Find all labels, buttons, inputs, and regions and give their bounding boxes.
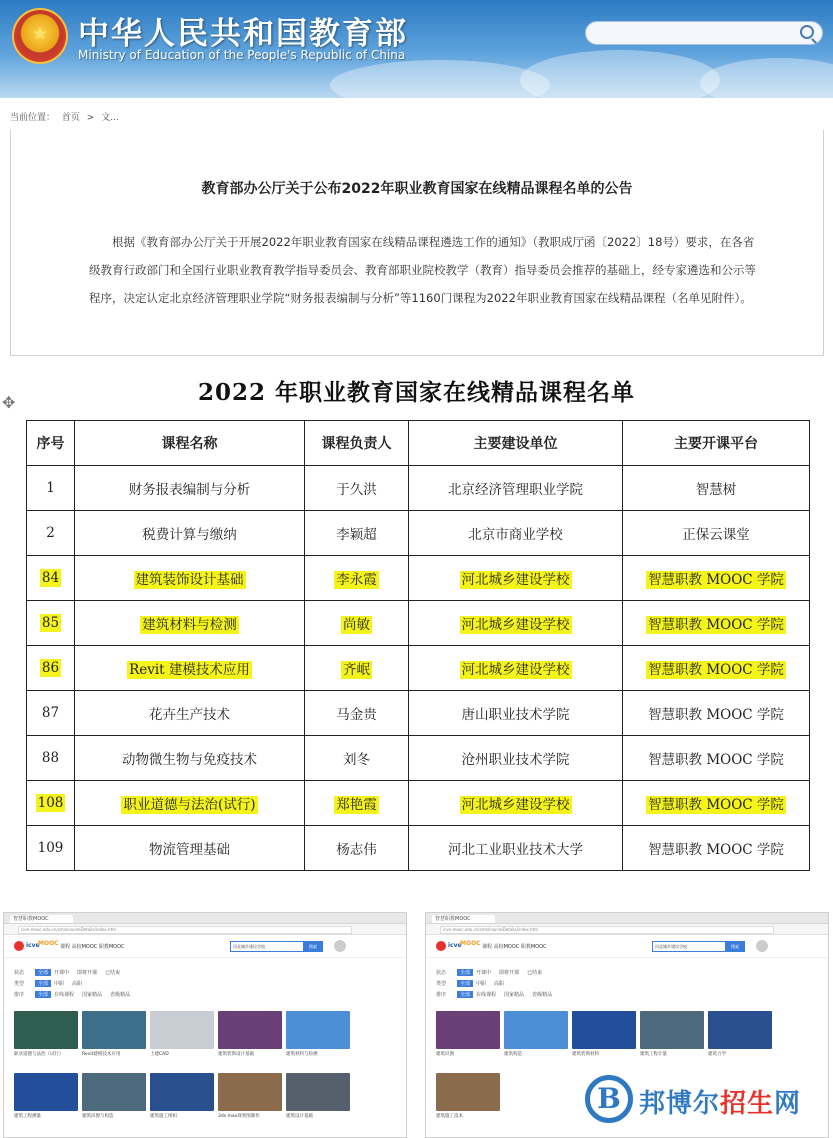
site-subtitle: Ministry of Education of the People's Republic of China	[78, 48, 406, 62]
cloud-decoration	[700, 58, 833, 98]
table-row	[27, 601, 810, 646]
cell-no	[27, 556, 75, 601]
cell-no-text: 109	[37, 840, 64, 856]
table-row	[27, 781, 810, 826]
icve-mooc-logo[interactable]: icve MOOC	[14, 940, 52, 952]
breadcrumb-home[interactable]: 首页	[61, 113, 80, 123]
cell-unit-text: 河北城乡建设学校	[461, 572, 570, 588]
course-thumbnail[interactable]	[436, 1011, 500, 1049]
cell-name	[75, 646, 305, 691]
table-row	[27, 736, 810, 781]
search-button[interactable]: 搜索	[725, 941, 745, 952]
cell-lead	[305, 736, 409, 781]
course-thumbnail[interactable]	[708, 1011, 772, 1049]
browser-tab[interactable]: 智慧职教MOOC	[10, 915, 73, 923]
cell-platform-text: 正保云课堂	[682, 527, 750, 543]
cell-lead-text: 李颖超	[336, 527, 377, 543]
table-header-row	[27, 421, 810, 466]
course-card[interactable]	[82, 1073, 146, 1119]
notice-body: 根据《教育部办公厅关于开展2022年职业教育国家在线精品课程遴选工作的通知》（教职成厅函〔2022〕18号）要求，在各省级教育行政部门和全国行业职业教育教学指导委员会、教育部职业院校教学（教育）指导委员会推荐的基础上，经专家遴选和公示等程序，决定认定北京经济管理职业学院“财务报表编制与分析”等1160门课程为2022年职业教育国家在线精品课程（名单见附件）。	[89, 235, 756, 305]
cell-no-text: 84	[41, 570, 60, 586]
cell-name	[75, 736, 305, 781]
course-card-title[interactable]: 建筑材料与检测	[286, 1052, 318, 1057]
notice-panel	[10, 130, 824, 356]
cell-platform-text: 智慧职教 MOOC 学院	[648, 752, 784, 768]
course-thumbnail[interactable]	[82, 1011, 146, 1049]
course-thumbnail[interactable]	[150, 1011, 214, 1049]
cell-name-text: Revit 建模技术应用	[129, 662, 250, 678]
course-card[interactable]	[150, 1011, 214, 1057]
cell-platform	[623, 691, 810, 736]
cell-name	[75, 826, 305, 871]
course-card-title[interactable]: 建筑施工组织	[150, 1114, 177, 1119]
course-card[interactable]	[286, 1073, 350, 1119]
cell-name-text: 动物微生物与免疫技术	[122, 752, 257, 768]
cell-platform-text: 智慧职教 MOOC 学院	[648, 707, 784, 723]
course-thumbnail[interactable]	[286, 1011, 350, 1049]
search-box[interactable]	[585, 21, 823, 45]
cell-platform-text: 智慧职教 MOOC 学院	[648, 842, 784, 858]
filter-row[interactable]: 状态 全部 开课中 即将开课 已结束	[14, 970, 121, 976]
column-header-course: 课程名称	[75, 421, 305, 466]
cell-lead-text: 郑艳霞	[336, 797, 377, 813]
course-card[interactable]	[436, 1011, 500, 1057]
cell-unit-text: 河北工业职业技术大学	[448, 842, 583, 858]
watermark-text: 邦博尔招生网	[639, 1089, 802, 1119]
cell-no-text: 2	[46, 525, 55, 541]
course-card-title[interactable]: 建筑装饰材料	[572, 1052, 599, 1057]
cell-lead	[305, 691, 409, 736]
cloud-decoration	[330, 60, 550, 98]
cell-platform	[623, 556, 810, 601]
watermark-logo	[585, 1075, 825, 1125]
column-header-platform: 主要开课平台	[623, 421, 810, 466]
search-input[interactable]: 河北城乡建设学校	[230, 941, 304, 952]
cell-unit	[409, 601, 623, 646]
filter-row[interactable]: 排序 全部 在线课程 国家精品 省级精品	[14, 992, 131, 998]
course-thumbnail[interactable]	[218, 1011, 282, 1049]
cell-no	[27, 601, 75, 646]
column-header-unit: 主要建设单位	[409, 421, 623, 466]
cell-name	[75, 691, 305, 736]
course-card-title[interactable]: 建筑识图	[436, 1052, 454, 1057]
table-row	[27, 691, 810, 736]
cell-unit	[409, 826, 623, 871]
course-card[interactable]	[572, 1011, 636, 1057]
breadcrumb	[10, 110, 123, 123]
national-emblem-icon[interactable]: ★	[12, 8, 68, 64]
cell-no	[27, 736, 75, 781]
cell-platform-text: 智慧树	[695, 482, 737, 498]
avatar[interactable]	[334, 940, 346, 952]
cell-lead	[305, 646, 409, 691]
site-nav[interactable]: 课程 高校MOOC 职教MOOC	[60, 944, 125, 950]
table-row	[27, 511, 810, 556]
cell-lead	[305, 781, 409, 826]
course-card-title[interactable]: Revit建模技术应用	[82, 1052, 121, 1057]
cell-no-text: 108	[37, 795, 64, 811]
course-thumbnail[interactable]	[14, 1073, 78, 1111]
course-thumbnail[interactable]	[504, 1011, 568, 1049]
course-card-title[interactable]: 建筑工程计量	[640, 1052, 667, 1057]
address-bar[interactable]: icve-mooc.edu.cn/cms/courseDetails/index.htm	[18, 926, 352, 934]
column-header-lead: 课程负责人	[305, 421, 409, 466]
cell-unit	[409, 781, 623, 826]
breadcrumb-current[interactable]: 文...	[101, 113, 119, 123]
table-row	[27, 826, 810, 871]
cell-name-text: 花卉生产技术	[149, 707, 230, 723]
site-nav[interactable]: 课程 高校MOOC 职教MOOC	[482, 944, 547, 950]
cell-name-text: 职业道德与法治(试行)	[123, 797, 256, 813]
cell-lead-text: 李永霞	[336, 572, 377, 588]
cell-platform-text: 智慧职教 MOOC 学院	[648, 662, 784, 678]
course-card-title[interactable]: 建筑装饰设计基础	[218, 1052, 254, 1057]
filter-row[interactable]: 类型 全部 中职 高职	[436, 981, 505, 987]
mooc-screenshot-left	[3, 912, 407, 1138]
cell-name	[75, 781, 305, 826]
cell-no	[27, 646, 75, 691]
cell-platform-text: 智慧职教 MOOC 学院	[648, 617, 784, 633]
course-card-title[interactable]: 职业道德与法治（试行）	[14, 1052, 64, 1057]
search-input[interactable]: 河北城乡建设学校	[652, 941, 726, 952]
course-card[interactable]	[504, 1011, 568, 1057]
cell-no-text: 87	[41, 705, 60, 721]
filter-panel	[436, 969, 816, 1002]
cell-unit-text: 唐山职业技术学院	[461, 707, 570, 723]
cell-platform	[623, 601, 810, 646]
table-row	[27, 646, 810, 691]
course-card[interactable]	[14, 1011, 78, 1057]
list-title: 2022 年职业教育国家在线精品课程名单	[197, 379, 636, 406]
cell-no	[27, 781, 75, 826]
watermark-b-icon: B	[585, 1075, 633, 1123]
avatar[interactable]	[756, 940, 768, 952]
course-card-title[interactable]: 建筑识图与构造	[82, 1114, 114, 1119]
course-card-title[interactable]: 土建CAD	[150, 1052, 169, 1057]
filter-row[interactable]: 类型 全部 中职 高职	[14, 981, 83, 987]
cell-unit-text: 河北城乡建设学校	[461, 662, 570, 678]
cell-no-text: 88	[41, 750, 60, 766]
cell-platform	[623, 511, 810, 556]
cell-lead	[305, 601, 409, 646]
course-card[interactable]	[82, 1011, 146, 1057]
cell-name-text: 税费计算与缴纳	[142, 527, 237, 543]
cell-lead	[305, 466, 409, 511]
icve-mooc-logo[interactable]: icve MOOC	[436, 940, 474, 952]
cell-name	[75, 466, 305, 511]
filter-panel	[14, 969, 394, 1002]
cell-unit	[409, 511, 623, 556]
cell-unit-text: 沧州职业技术学院	[461, 752, 570, 768]
course-card-title[interactable]: 建筑构造	[504, 1052, 522, 1057]
cell-no-text: 85	[41, 615, 60, 631]
breadcrumb-separator: >	[86, 113, 95, 123]
cell-lead-text: 刘冬	[343, 752, 370, 768]
cell-no	[27, 511, 75, 556]
cell-name-text: 物流管理基础	[149, 842, 230, 858]
course-thumbnail[interactable]	[640, 1011, 704, 1049]
notice-title: 教育部办公厅关于公布2022年职业教育国家在线精品课程名单的公告	[201, 181, 633, 197]
cell-unit-text: 北京经济管理职业学院	[448, 482, 583, 498]
course-thumbnail[interactable]	[14, 1011, 78, 1049]
cell-unit	[409, 466, 623, 511]
course-card[interactable]	[218, 1073, 282, 1119]
cell-lead-text: 于久洪	[336, 482, 377, 498]
table-row	[27, 466, 810, 511]
cell-unit-text: 北京市商业学校	[468, 527, 563, 543]
browser-tab[interactable]: 智慧职教MOOC	[432, 915, 495, 923]
course-card[interactable]	[150, 1073, 214, 1119]
cell-name-text: 建筑材料与检测	[142, 617, 237, 633]
course-card[interactable]	[708, 1011, 772, 1057]
course-card[interactable]	[218, 1011, 282, 1057]
search-icon[interactable]	[800, 25, 814, 39]
site-header	[0, 0, 833, 98]
cell-name-text: 建筑装饰设计基础	[135, 572, 244, 588]
filter-row[interactable]: 排序 全部 在线课程 国家精品 省级精品	[436, 992, 553, 998]
cell-unit	[409, 646, 623, 691]
course-thumbnail[interactable]	[572, 1011, 636, 1049]
course-thumbnail[interactable]	[150, 1073, 214, 1111]
search-button[interactable]: 搜索	[303, 941, 323, 952]
course-card-title[interactable]: 3ds max效果图制作	[218, 1114, 260, 1119]
course-card[interactable]	[286, 1011, 350, 1057]
cell-unit-text: 河北城乡建设学校	[461, 617, 570, 633]
course-card-title[interactable]: 建筑力学	[708, 1052, 726, 1057]
cell-name	[75, 511, 305, 556]
cloud-decoration	[520, 50, 720, 98]
cell-no-text: 1	[46, 480, 55, 496]
course-thumbnail[interactable]	[436, 1073, 500, 1111]
course-card-title[interactable]: 建筑工程测量	[14, 1114, 41, 1119]
cell-platform	[623, 736, 810, 781]
course-card[interactable]	[640, 1011, 704, 1057]
cell-unit-text: 河北城乡建设学校	[461, 797, 570, 813]
course-card-title[interactable]: 建筑设计基础	[286, 1114, 313, 1119]
site-title[interactable]: 中华人民共和国教育部	[78, 16, 408, 52]
course-thumbnail[interactable]	[286, 1073, 350, 1111]
cell-unit	[409, 556, 623, 601]
cell-lead-text: 尚敏	[343, 617, 370, 633]
cell-no	[27, 826, 75, 871]
cell-platform	[623, 646, 810, 691]
breadcrumb-label: 当前位置：	[10, 113, 56, 123]
cell-platform-text: 智慧职教 MOOC 学院	[648, 572, 784, 588]
cell-platform	[623, 826, 810, 871]
cell-no-text: 86	[41, 660, 60, 676]
cell-lead	[305, 511, 409, 556]
column-header-no: 序号	[27, 421, 75, 466]
cell-platform	[623, 781, 810, 826]
cell-lead-text: 杨志伟	[336, 842, 377, 858]
cell-lead-text: 马金贵	[336, 707, 377, 723]
course-card-title[interactable]: 建筑施工技术	[436, 1114, 463, 1119]
cell-platform	[623, 466, 810, 511]
course-card[interactable]	[436, 1073, 500, 1119]
cell-no	[27, 691, 75, 736]
table-row	[27, 556, 810, 601]
cell-platform-text: 智慧职教 MOOC 学院	[648, 797, 784, 813]
cell-lead-text: 齐岷	[343, 662, 370, 678]
cell-name	[75, 601, 305, 646]
cell-no	[27, 466, 75, 511]
course-card[interactable]	[14, 1073, 78, 1119]
cell-unit	[409, 736, 623, 781]
cell-lead	[305, 556, 409, 601]
course-thumbnail[interactable]	[82, 1073, 146, 1111]
course-table	[26, 420, 810, 871]
cell-unit	[409, 691, 623, 736]
cell-lead	[305, 826, 409, 871]
course-thumbnail[interactable]	[218, 1073, 282, 1111]
table-move-handle-icon[interactable]: ✥	[2, 393, 16, 412]
cell-name	[75, 556, 305, 601]
cell-name-text: 财务报表编制与分析	[128, 482, 251, 498]
search-input[interactable]	[596, 23, 800, 45]
address-bar[interactable]: icve-mooc.edu.cn/cms/courseDetails/index.htm	[440, 926, 774, 934]
filter-row[interactable]: 状态 全部 开课中 即将开课 已结束	[436, 970, 543, 976]
